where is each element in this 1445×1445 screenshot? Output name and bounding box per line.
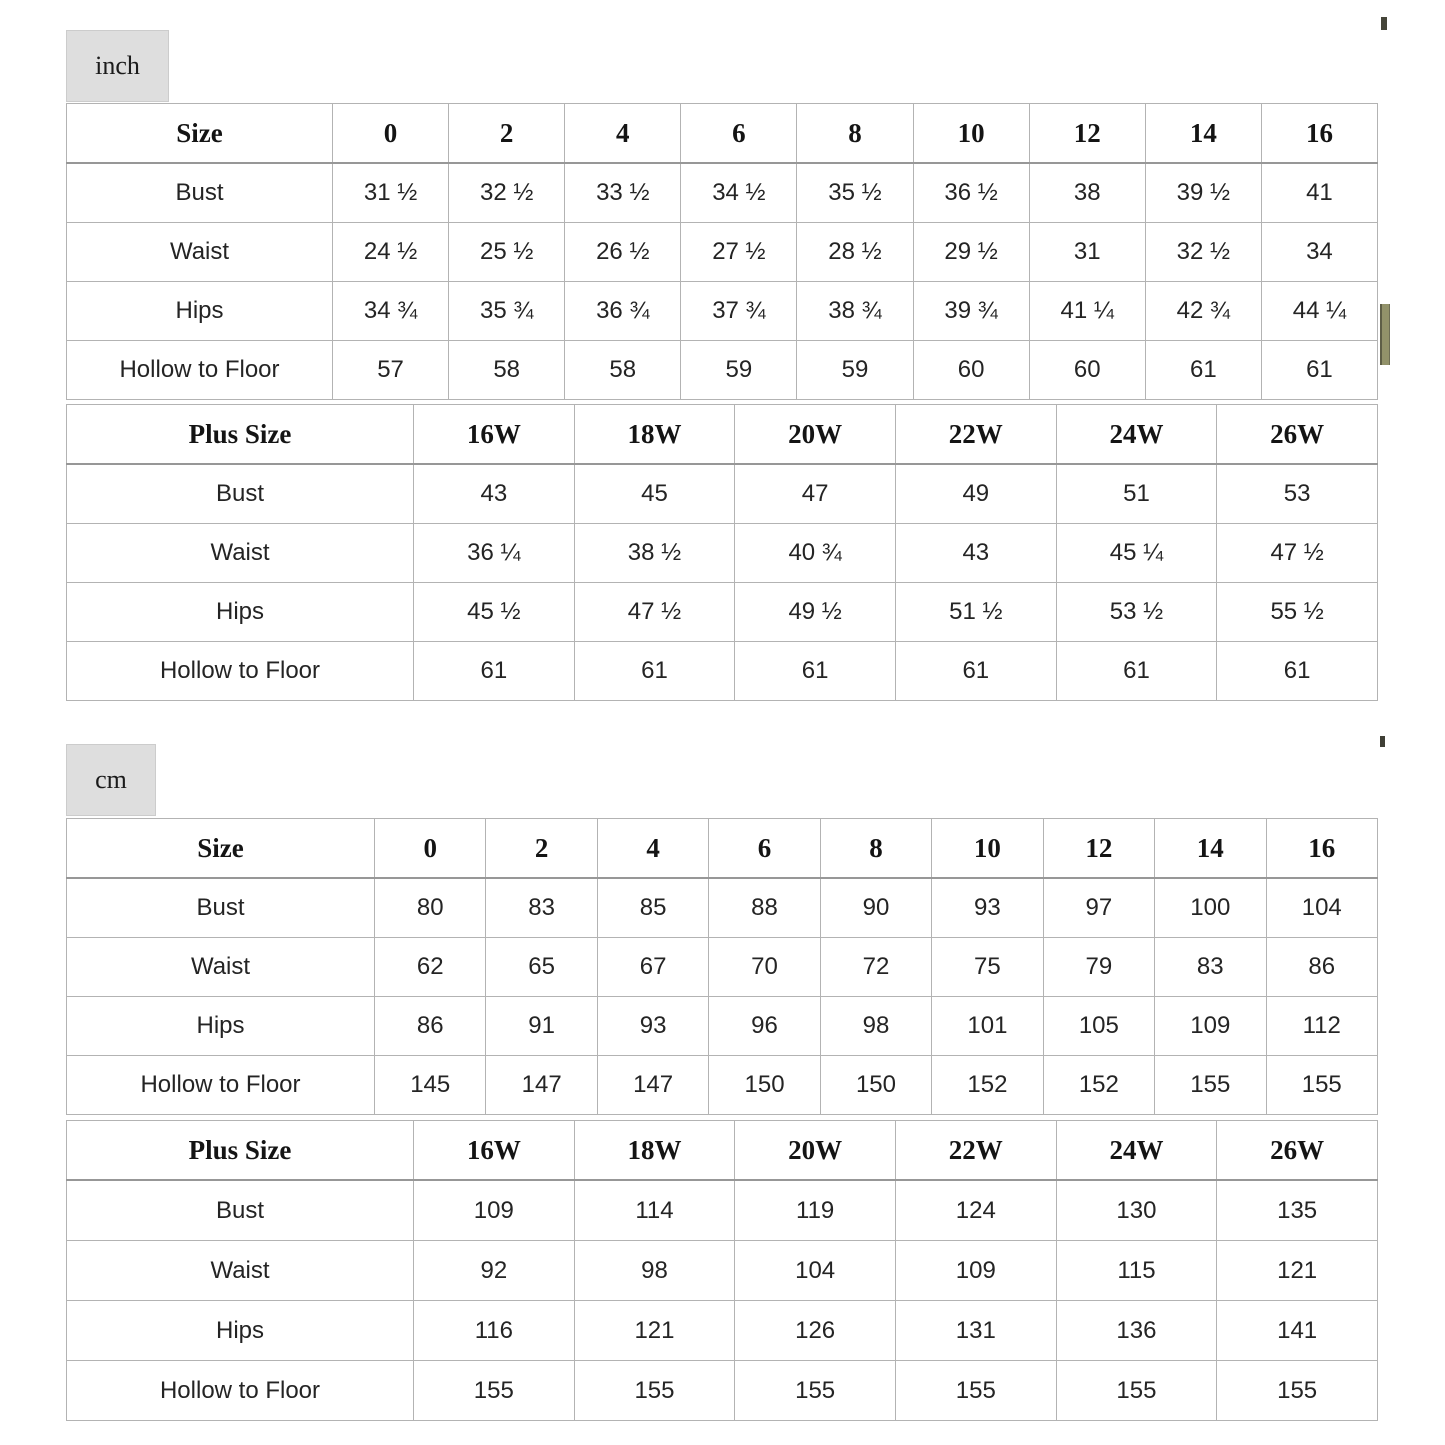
size-column-header: 16 bbox=[1266, 819, 1378, 879]
measurement-value: 86 bbox=[375, 997, 486, 1056]
row-label-header: Size bbox=[67, 104, 333, 164]
size-column-header: 14 bbox=[1155, 819, 1266, 879]
measurement-value: 53 bbox=[1217, 464, 1378, 524]
table-row bbox=[67, 282, 1378, 341]
measurement-value: 155 bbox=[1056, 1361, 1217, 1421]
measurement-value: 96 bbox=[709, 997, 820, 1056]
measurement-label: Bust bbox=[67, 1180, 414, 1241]
measurement-value: 43 bbox=[895, 524, 1056, 583]
measurement-value: 61 bbox=[895, 642, 1056, 701]
header-row bbox=[67, 1121, 1378, 1181]
measurement-value: 38 ½ bbox=[574, 524, 735, 583]
size-column-header: 16W bbox=[414, 1121, 575, 1181]
measurement-value: 155 bbox=[414, 1361, 575, 1421]
measurement-value: 61 bbox=[735, 642, 896, 701]
measurement-value: 47 ½ bbox=[574, 583, 735, 642]
size-column-header: 10 bbox=[913, 104, 1029, 164]
table-row bbox=[67, 524, 1378, 583]
measurement-value: 131 bbox=[895, 1301, 1056, 1361]
measurement-value: 47 bbox=[735, 464, 896, 524]
measurement-value: 121 bbox=[1217, 1241, 1378, 1301]
measurement-value: 29 ½ bbox=[913, 223, 1029, 282]
measurement-value: 150 bbox=[709, 1056, 820, 1115]
measurement-value: 41 ¼ bbox=[1029, 282, 1145, 341]
table-row bbox=[67, 163, 1378, 223]
measurement-value: 93 bbox=[597, 997, 708, 1056]
measurement-value: 152 bbox=[932, 1056, 1043, 1115]
measurement-value: 27 ½ bbox=[681, 223, 797, 282]
measurement-value: 75 bbox=[932, 938, 1043, 997]
measurement-value: 38 bbox=[1029, 163, 1145, 223]
measurement-value: 112 bbox=[1266, 997, 1378, 1056]
measurement-value: 25 ½ bbox=[449, 223, 565, 282]
size-column-header: 26W bbox=[1217, 405, 1378, 465]
measurement-value: 47 ½ bbox=[1217, 524, 1378, 583]
size-column-header: 18W bbox=[574, 405, 735, 465]
measurement-value: 109 bbox=[414, 1180, 575, 1241]
size-column-header: 20W bbox=[735, 405, 896, 465]
measurement-label: Bust bbox=[67, 878, 375, 938]
measurement-value: 155 bbox=[735, 1361, 896, 1421]
measurement-value: 37 ¾ bbox=[681, 282, 797, 341]
measurement-value: 70 bbox=[709, 938, 820, 997]
measurement-value: 51 bbox=[1056, 464, 1217, 524]
header-row bbox=[67, 405, 1378, 465]
size-column-header: 2 bbox=[486, 819, 597, 879]
inch-plus-size-table bbox=[66, 404, 1378, 701]
measurement-value: 36 ¼ bbox=[414, 524, 575, 583]
table-row bbox=[67, 583, 1378, 642]
size-column-header: 10 bbox=[932, 819, 1043, 879]
size-column-header: 18W bbox=[574, 1121, 735, 1181]
measurement-value: 40 ¾ bbox=[735, 524, 896, 583]
tab-inch-label: inch bbox=[95, 51, 140, 80]
measurement-value: 53 ½ bbox=[1056, 583, 1217, 642]
size-column-header: 16W bbox=[414, 405, 575, 465]
measurement-label: Waist bbox=[67, 524, 414, 583]
size-column-header: 22W bbox=[895, 1121, 1056, 1181]
measurement-value: 61 bbox=[1056, 642, 1217, 701]
measurement-value: 98 bbox=[574, 1241, 735, 1301]
size-column-header: 4 bbox=[597, 819, 708, 879]
measurement-value: 28 ½ bbox=[797, 223, 913, 282]
measurement-value: 49 bbox=[895, 464, 1056, 524]
measurement-value: 61 bbox=[574, 642, 735, 701]
size-column-header: 12 bbox=[1043, 819, 1154, 879]
measurement-value: 155 bbox=[1217, 1361, 1378, 1421]
measurement-label: Hollow to Floor bbox=[67, 642, 414, 701]
measurement-value: 26 ½ bbox=[565, 223, 681, 282]
measurement-label: Waist bbox=[67, 938, 375, 997]
table-row bbox=[67, 1241, 1378, 1301]
measurement-value: 32 ½ bbox=[1145, 223, 1261, 282]
measurement-value: 59 bbox=[797, 341, 913, 400]
size-column-header: 26W bbox=[1217, 1121, 1378, 1181]
header-row bbox=[67, 104, 1378, 164]
measurement-value: 49 ½ bbox=[735, 583, 896, 642]
measurement-value: 51 ½ bbox=[895, 583, 1056, 642]
edge-artifact-tick-middle bbox=[1380, 736, 1385, 747]
measurement-label: Waist bbox=[67, 223, 333, 282]
measurement-value: 42 ¾ bbox=[1145, 282, 1261, 341]
measurement-value: 41 bbox=[1261, 163, 1377, 223]
measurement-value: 141 bbox=[1217, 1301, 1378, 1361]
row-label-header: Size bbox=[67, 819, 375, 879]
measurement-label: Hollow to Floor bbox=[67, 1056, 375, 1115]
table-row bbox=[67, 938, 1378, 997]
measurement-value: 45 ¼ bbox=[1056, 524, 1217, 583]
measurement-value: 39 ¾ bbox=[913, 282, 1029, 341]
measurement-value: 45 bbox=[574, 464, 735, 524]
measurement-value: 31 ½ bbox=[333, 163, 449, 223]
measurement-value: 83 bbox=[1155, 938, 1266, 997]
tab-cm-label: cm bbox=[95, 765, 127, 794]
measurement-value: 98 bbox=[820, 997, 931, 1056]
measurement-value: 97 bbox=[1043, 878, 1154, 938]
size-column-header: 6 bbox=[709, 819, 820, 879]
size-column-header: 6 bbox=[681, 104, 797, 164]
cm-standard-size-table bbox=[66, 818, 1378, 1115]
measurement-value: 79 bbox=[1043, 938, 1154, 997]
measurement-value: 80 bbox=[375, 878, 486, 938]
table-row bbox=[67, 1056, 1378, 1115]
measurement-value: 90 bbox=[820, 878, 931, 938]
measurement-value: 135 bbox=[1217, 1180, 1378, 1241]
table-row bbox=[67, 341, 1378, 400]
measurement-label: Hips bbox=[67, 1301, 414, 1361]
size-column-header: 0 bbox=[333, 104, 449, 164]
table-row bbox=[67, 1301, 1378, 1361]
measurement-value: 155 bbox=[1266, 1056, 1378, 1115]
measurement-value: 35 ¾ bbox=[449, 282, 565, 341]
size-column-header: 14 bbox=[1145, 104, 1261, 164]
size-column-header: 24W bbox=[1056, 1121, 1217, 1181]
measurement-value: 116 bbox=[414, 1301, 575, 1361]
measurement-value: 101 bbox=[932, 997, 1043, 1056]
measurement-value: 65 bbox=[486, 938, 597, 997]
size-column-header: 8 bbox=[820, 819, 931, 879]
measurement-value: 61 bbox=[1261, 341, 1377, 400]
measurement-value: 155 bbox=[895, 1361, 1056, 1421]
measurement-value: 36 ¾ bbox=[565, 282, 681, 341]
measurement-label: Bust bbox=[67, 163, 333, 223]
measurement-value: 145 bbox=[375, 1056, 486, 1115]
edge-artifact-tick-top bbox=[1381, 17, 1387, 30]
table-row bbox=[67, 878, 1378, 938]
header-row bbox=[67, 819, 1378, 879]
measurement-value: 88 bbox=[709, 878, 820, 938]
measurement-value: 136 bbox=[1056, 1301, 1217, 1361]
measurement-label: Hollow to Floor bbox=[67, 1361, 414, 1421]
measurement-value: 130 bbox=[1056, 1180, 1217, 1241]
table-row bbox=[67, 997, 1378, 1056]
measurement-label: Hips bbox=[67, 997, 375, 1056]
measurement-value: 100 bbox=[1155, 878, 1266, 938]
measurement-value: 72 bbox=[820, 938, 931, 997]
measurement-value: 124 bbox=[895, 1180, 1056, 1241]
measurement-value: 39 ½ bbox=[1145, 163, 1261, 223]
measurement-value: 24 ½ bbox=[333, 223, 449, 282]
measurement-value: 83 bbox=[486, 878, 597, 938]
measurement-value: 43 bbox=[414, 464, 575, 524]
measurement-value: 45 ½ bbox=[414, 583, 575, 642]
measurement-value: 32 ½ bbox=[449, 163, 565, 223]
measurement-value: 104 bbox=[1266, 878, 1378, 938]
measurement-value: 33 ½ bbox=[565, 163, 681, 223]
measurement-value: 60 bbox=[913, 341, 1029, 400]
inch-standard-size-table bbox=[66, 103, 1378, 400]
measurement-value: 155 bbox=[1155, 1056, 1266, 1115]
measurement-value: 61 bbox=[414, 642, 575, 701]
scrollbar-artifact bbox=[1380, 304, 1390, 365]
measurement-value: 150 bbox=[820, 1056, 931, 1115]
cm-plus-size-table bbox=[66, 1120, 1378, 1421]
measurement-value: 44 ¼ bbox=[1261, 282, 1377, 341]
measurement-value: 86 bbox=[1266, 938, 1378, 997]
measurement-value: 119 bbox=[735, 1180, 896, 1241]
size-column-header: 12 bbox=[1029, 104, 1145, 164]
measurement-value: 147 bbox=[597, 1056, 708, 1115]
measurement-value: 121 bbox=[574, 1301, 735, 1361]
measurement-value: 55 ½ bbox=[1217, 583, 1378, 642]
measurement-label: Waist bbox=[67, 1241, 414, 1301]
measurement-value: 36 ½ bbox=[913, 163, 1029, 223]
measurement-label: Bust bbox=[67, 464, 414, 524]
size-column-header: 4 bbox=[565, 104, 681, 164]
measurement-value: 147 bbox=[486, 1056, 597, 1115]
measurement-value: 109 bbox=[1155, 997, 1266, 1056]
measurement-value: 61 bbox=[1145, 341, 1261, 400]
measurement-value: 62 bbox=[375, 938, 486, 997]
size-column-header: 24W bbox=[1056, 405, 1217, 465]
table-row bbox=[67, 1361, 1378, 1421]
measurement-label: Hips bbox=[67, 583, 414, 642]
measurement-value: 34 bbox=[1261, 223, 1377, 282]
measurement-label: Hollow to Floor bbox=[67, 341, 333, 400]
measurement-value: 104 bbox=[735, 1241, 896, 1301]
measurement-value: 58 bbox=[565, 341, 681, 400]
tab-inch[interactable] bbox=[66, 30, 169, 102]
measurement-value: 59 bbox=[681, 341, 797, 400]
table-row bbox=[67, 1180, 1378, 1241]
table-row bbox=[67, 642, 1378, 701]
measurement-value: 126 bbox=[735, 1301, 896, 1361]
measurement-value: 34 ½ bbox=[681, 163, 797, 223]
measurement-value: 31 bbox=[1029, 223, 1145, 282]
measurement-value: 93 bbox=[932, 878, 1043, 938]
measurement-value: 35 ½ bbox=[797, 163, 913, 223]
measurement-value: 91 bbox=[486, 997, 597, 1056]
measurement-value: 92 bbox=[414, 1241, 575, 1301]
size-column-header: 8 bbox=[797, 104, 913, 164]
measurement-value: 60 bbox=[1029, 341, 1145, 400]
measurement-value: 114 bbox=[574, 1180, 735, 1241]
measurement-value: 34 ¾ bbox=[333, 282, 449, 341]
tab-cm[interactable] bbox=[66, 744, 156, 816]
table-row bbox=[67, 223, 1378, 282]
measurement-value: 67 bbox=[597, 938, 708, 997]
measurement-value: 57 bbox=[333, 341, 449, 400]
measurement-value: 115 bbox=[1056, 1241, 1217, 1301]
size-column-header: 20W bbox=[735, 1121, 896, 1181]
size-column-header: 16 bbox=[1261, 104, 1377, 164]
measurement-value: 85 bbox=[597, 878, 708, 938]
size-column-header: 2 bbox=[449, 104, 565, 164]
measurement-value: 155 bbox=[574, 1361, 735, 1421]
row-label-header: Plus Size bbox=[67, 1121, 414, 1181]
measurement-value: 109 bbox=[895, 1241, 1056, 1301]
size-column-header: 0 bbox=[375, 819, 486, 879]
measurement-label: Hips bbox=[67, 282, 333, 341]
measurement-value: 38 ¾ bbox=[797, 282, 913, 341]
measurement-value: 61 bbox=[1217, 642, 1378, 701]
size-column-header: 22W bbox=[895, 405, 1056, 465]
row-label-header: Plus Size bbox=[67, 405, 414, 465]
measurement-value: 152 bbox=[1043, 1056, 1154, 1115]
measurement-value: 58 bbox=[449, 341, 565, 400]
table-row bbox=[67, 464, 1378, 524]
measurement-value: 105 bbox=[1043, 997, 1154, 1056]
